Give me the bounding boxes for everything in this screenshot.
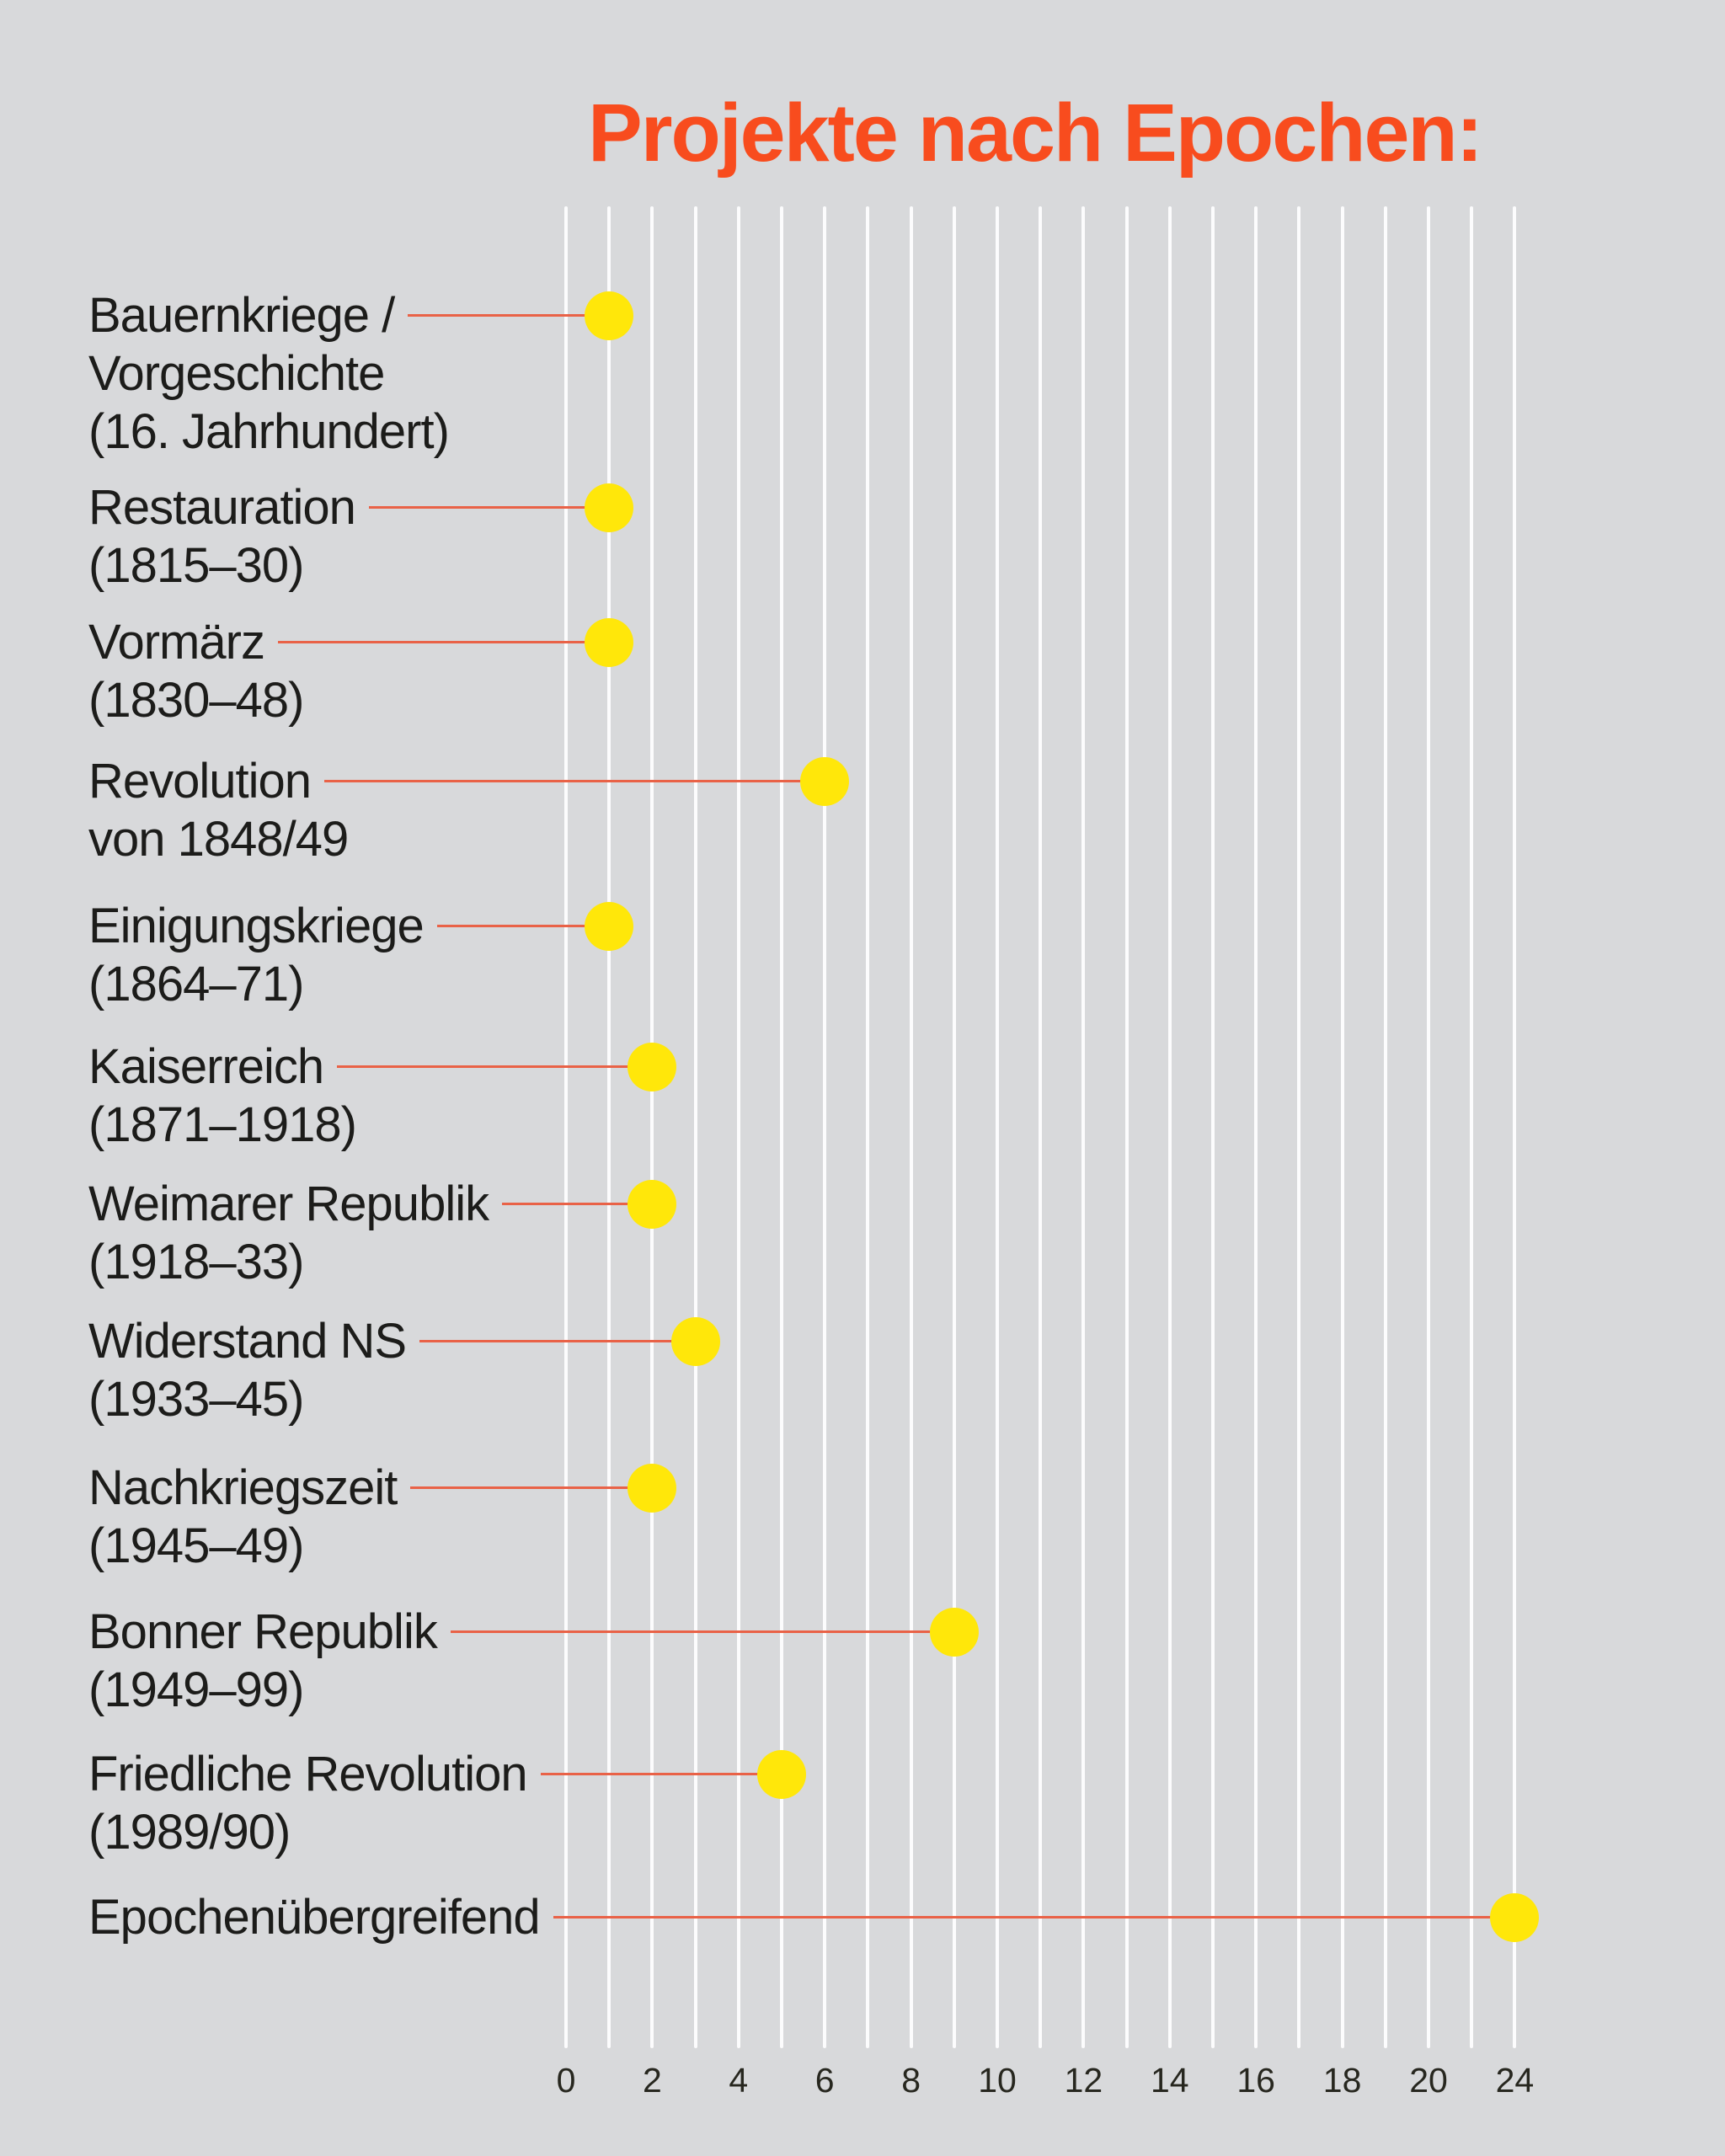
connector-line [410, 1486, 652, 1489]
gridline [910, 206, 913, 2048]
gridline [823, 206, 826, 2048]
x-axis-tick-label: 18 [1322, 2061, 1362, 2100]
epoch-label [88, 1459, 397, 1575]
epoch-label-line: Widerstand NS [88, 1314, 407, 1369]
gridline [650, 206, 654, 2048]
x-axis-tick-label: 6 [814, 2061, 835, 2100]
gridline [1211, 206, 1215, 2048]
gridline [866, 206, 869, 2048]
connector-line [337, 1065, 652, 1068]
epoch-label-line: (1815–30) [88, 538, 304, 593]
gridline [1168, 206, 1172, 2048]
epoch-label-line: Kaiserreich [88, 1039, 324, 1094]
connector-line [278, 641, 609, 643]
epoch-label [88, 752, 348, 868]
connector-line [553, 1916, 1515, 1919]
epoch-label-line: Epochenübergreifend [88, 1890, 540, 1945]
gridline [1254, 206, 1258, 2048]
gridline [1384, 206, 1387, 2048]
x-axis-tick-label: 0 [556, 2061, 576, 2100]
data-dot [628, 1180, 676, 1229]
x-axis-tick-label: 16 [1236, 2061, 1275, 2100]
data-dot [671, 1317, 720, 1366]
epoch-label-line: Vormärz [88, 615, 264, 670]
x-axis-tick-label: 20 [1409, 2061, 1448, 2100]
epoch-label [88, 1603, 437, 1719]
gridline [1341, 206, 1344, 2048]
epoch-label-line: Nachkriegszeit [88, 1460, 398, 1515]
gridline [1125, 206, 1129, 2048]
epoch-label [88, 897, 424, 1013]
x-axis-tick-label: 4 [729, 2061, 749, 2100]
epoch-label-line: (1949–99) [88, 1662, 304, 1717]
gridline [1427, 206, 1430, 2048]
data-dot [628, 1043, 676, 1091]
epoch-label-line: Weimarer Republik [88, 1177, 489, 1231]
epoch-label-line: von 1848/49 [88, 812, 349, 867]
epoch-label [88, 1038, 356, 1154]
epoch-label-line: (1945–49) [88, 1518, 304, 1573]
x-axis-tick-label: 2 [642, 2061, 662, 2100]
epoch-label [88, 1888, 540, 1946]
epoch-label-line: (1871–1918) [88, 1097, 356, 1152]
epoch-label-line: Bonner Republik [88, 1604, 437, 1659]
epoch-label [88, 1175, 489, 1291]
epoch-label [88, 286, 449, 461]
data-dot [1490, 1893, 1539, 1942]
epoch-label-line: Einigungskriege [88, 899, 424, 953]
connector-line [451, 1630, 954, 1633]
data-dot [585, 618, 633, 667]
epoch-label [88, 613, 303, 729]
epoch-label [88, 1312, 406, 1428]
connector-line [324, 780, 825, 782]
connector-line [419, 1340, 696, 1342]
epoch-label-line: (1830–48) [88, 673, 304, 728]
data-dot [930, 1608, 979, 1657]
gridline [1081, 206, 1085, 2048]
data-dot [628, 1464, 676, 1513]
gridline [694, 206, 697, 2048]
data-dot [757, 1750, 806, 1799]
connector-line [437, 925, 609, 927]
epoch-label-line: (1918–33) [88, 1235, 304, 1289]
connector-line [408, 314, 609, 317]
epoch-label-line: Bauernkriege / [88, 288, 395, 343]
epoch-label-line: Restauration [88, 480, 355, 535]
x-axis-tick-label: 14 [1150, 2061, 1189, 2100]
epoch-label [88, 478, 355, 595]
gridline [1470, 206, 1473, 2048]
connector-line [369, 506, 609, 509]
data-dot [800, 757, 849, 806]
gridline [996, 206, 999, 2048]
epoch-label [88, 1745, 527, 1861]
gridline [1039, 206, 1042, 2048]
gridline [1297, 206, 1300, 2048]
epoch-label-line: Revolution [88, 754, 312, 808]
chart-title: Projekte nach Epochen: [588, 87, 1482, 179]
x-axis-tick-label: 8 [901, 2061, 921, 2100]
connector-line [541, 1773, 782, 1775]
epoch-label-line: Friedliche Revolution [88, 1747, 527, 1801]
data-dot [585, 902, 633, 951]
gridline [953, 206, 956, 2048]
epoch-label-line: (1933–45) [88, 1372, 304, 1427]
x-axis-tick-label: 10 [978, 2061, 1017, 2100]
data-dot [585, 483, 633, 532]
gridline [564, 206, 568, 2048]
gridline [1513, 206, 1516, 2048]
data-dot [585, 291, 633, 340]
epoch-label-line: Vorgeschichte [88, 346, 385, 401]
epoch-label-line: (1864–71) [88, 957, 304, 1011]
epoch-label-line: (1989/90) [88, 1805, 291, 1860]
x-axis-tick-label: 12 [1064, 2061, 1103, 2100]
gridline [737, 206, 740, 2048]
x-axis-tick-label: 24 [1495, 2061, 1535, 2100]
epoch-label-line: (16. Jahrhundert) [88, 404, 449, 459]
